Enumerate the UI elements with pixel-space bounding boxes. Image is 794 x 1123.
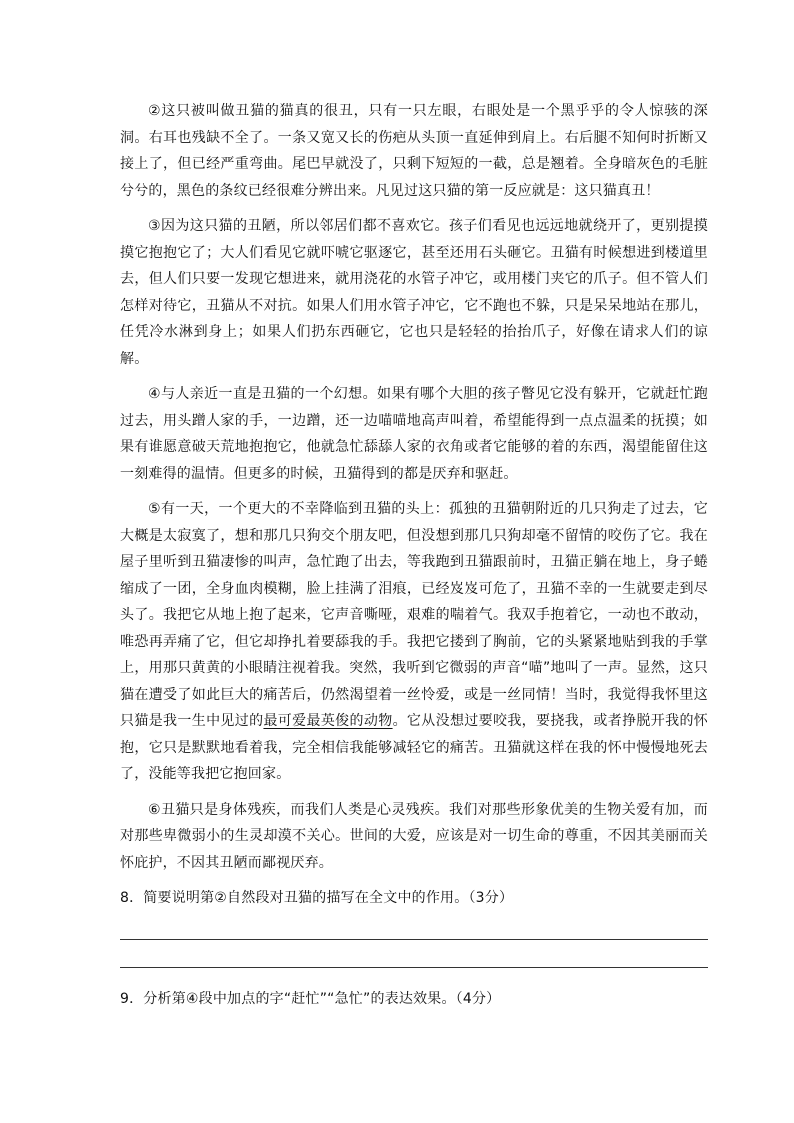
paragraph-5-text-after: 。它从没想过要咬我，要挠我，或者挣脱开我的怀抱，它只是默默地看着我，完全相信我能够减轻它的痛苦。丑猫就这样在我的怀中慢慢地死去了，没能等我把它抱回家。 [120, 713, 708, 782]
question-9: 9．分析第④段中加点的字“赶忙”“急忙”的表达效果。（4分） [120, 991, 501, 1007]
paragraph-5-text-before: ⑤有一天，一个更大的不幸降临到丑猫的头上：孤独的丑猫朝附近的几只狗走了过去，它大概是太寂寞了，想和那几只狗交个朋友吧，但没想到那几只狗却毫不留情的咬伤了它。我在屋子里听到丑猫凄惨的叫声，急忙跑了出去，等我跑到丑猫跟前时，丑猫正躺在地上，身子蜷缩成了一团，全身血肉模糊，脸上挂满了泪痕，已经岌岌可危了，丑猫不幸的一生就要走到尽头了。我把它从地上抱了起来，它声音嘶哑，艰难的喘着气。我双手抱着它，一动也不敢动，唯恐再弄痛了它，但它却挣扎着要舔我的手。我把它搂到了胸前，它的头紧紧地贴到我的手掌上，用那只黄黄的小眼睛注视着我。突然，我听到它微弱的声音“喵”地叫了一声。显然，这只猫在遭受了如此巨大的痛苦后，仍然渴望着一丝怜爱，或是一丝同情！当时，我觉得我怀里这只猫是我一生中见过的 [120, 501, 708, 729]
paragraph-5 [120, 496, 708, 788]
paragraph-4: ④与人亲近一直是丑猫的一个幻想。如果有哪个大胆的孩子瞥见它没有躲开，它就赶忙跑过去，用头蹭人家的手，一边蹭，还一边喵喵地高声叫着，希望能得到一点点温柔的抚摸；如果有谁愿意破天荒地抱抱它，他就急忙舔舔人家的衣角或者它能够的着的东西，渴望能留住这一刻难得的温情。但更多的时候，丑猫得到的都是厌弃和驱赶。 [120, 386, 708, 482]
document-page [120, 98, 708, 1011]
paragraph-2: ②这只被叫做丑猫的猫真的很丑，只有一只左眼，右眼处是一个黑乎乎的令人惊骇的深洞。右耳也残缺不全了。一条又宽又长的伤疤从头顶一直延伸到肩上。右后腿不知何时折断又接上了，但已经严重弯曲。尾巴早就没了，只剩下短短的一截，总是翘着。全身暗灰色的毛脏兮兮的，黑色的条纹已经很难分辨出来。凡见过这只猫的第一反应就是：这只猫真丑！ [120, 103, 708, 199]
answer-line[interactable] [120, 939, 708, 940]
question-8: 8．简要说明第②自然段对丑猫的描写在全文中的作用。（3分） [120, 890, 514, 906]
paragraph-6: ⑥丑猫只是身体残疾，而我们人类是心灵残疾。我们对那些形象优美的生物关爱有加，而对那些卑微弱小的生灵却漠不关心。世间的大爱，应该是对一切生命的尊重，不因其美丽而关怀庇护，不因其丑陋而鄙视厌弃。 [120, 801, 708, 871]
answer-line[interactable] [120, 967, 708, 968]
paragraph-3: ③因为这只猫的丑陋，所以邻居们都不喜欢它。孩子们看见也远远地就绕开了，更别提摸摸它抱抱它了；大人们看见它就吓唬它驱逐它，甚至还用石头砸它。丑猫有时候想进到楼道里去，但人们只要一发现它想进来，就用浇花的水管子冲它，或用楼门夹它的爪子。但不管人们怎样对待它，丑猫从不对抗。如果人们用水管子冲它，它不跑也不躲，只是呆呆地站在那儿，任凭冷水淋到身上；如果人们扔东西砸它，它也只是轻轻的抬抬爪子，好像在请求人们的谅解。 [120, 218, 708, 367]
underlined-phrase: 最可爱最英俊的动物 [263, 713, 393, 729]
